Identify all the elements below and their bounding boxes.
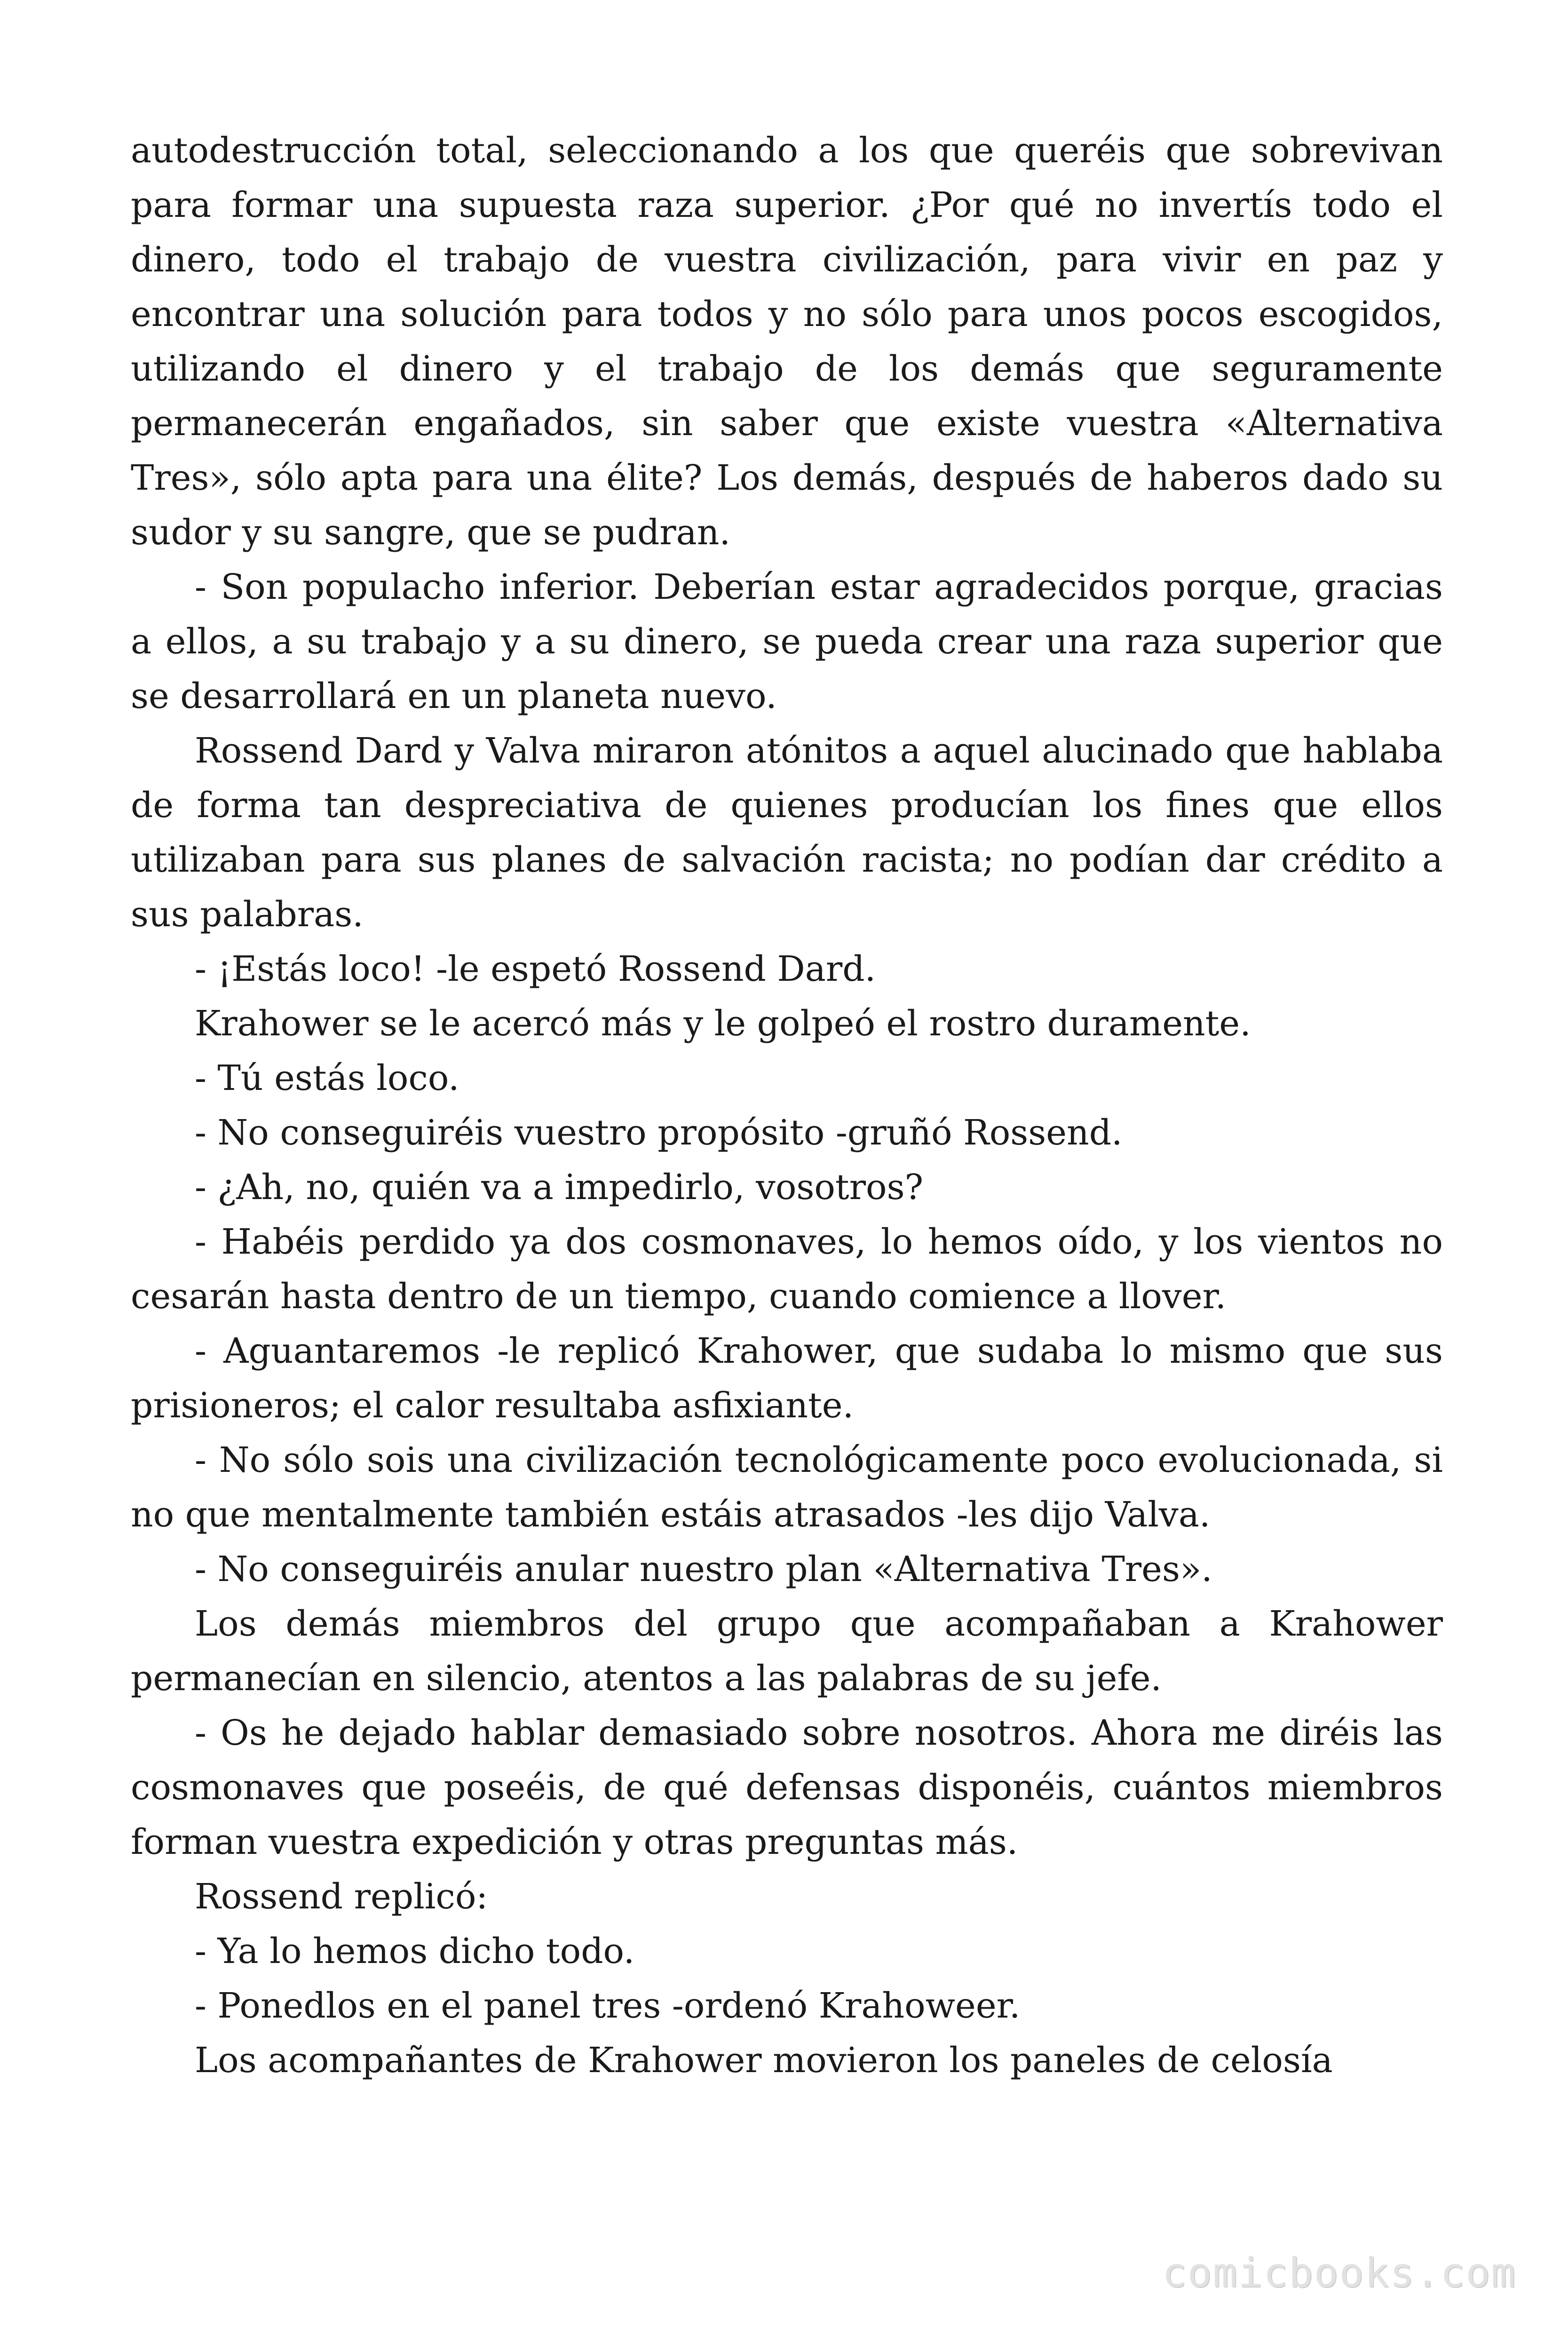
paragraph-4: - ¡Estás loco! -le espetó Rossend Dard. xyxy=(195,949,876,989)
paragraph-6: - Tú estás loco. xyxy=(195,1058,459,1098)
paragraph-8: - ¿Ah, no, quién va a impedirlo, vosotros? xyxy=(195,1167,924,1208)
paragraph-5: Krahower se le acercó más y le golpeó el rostro duramente. xyxy=(195,1003,1251,1044)
page-body xyxy=(131,123,1443,2221)
paragraph-9: - Habéis perdido ya dos cosmonaves, lo hemos oído, y los vientos no cesarán hasta dentro de un tiempo, cuando comience a llover. xyxy=(131,1222,1443,1317)
paragraph-18: Los acompañantes de Krahower movieron los paneles de celosía xyxy=(195,2040,1333,2081)
paragraph-17: - Ponedlos en el panel tres -ordenó Krahoweer. xyxy=(195,1986,1021,2026)
paragraph-16: - Ya lo hemos dicho todo. xyxy=(195,1931,635,1971)
watermark: comicbooks.com xyxy=(1162,2249,1516,2296)
paragraph-15: Rossend replicó: xyxy=(195,1876,488,1917)
paragraph-13: Los demás miembros del grupo que acompañaban a Krahower permanecían en silencio, atentos a las palabras de su jefe. xyxy=(131,1604,1443,1699)
paragraph-7: - No conseguiréis vuestro propósito -gruñó Rossend. xyxy=(195,1112,1123,1153)
paragraph-12: - No conseguiréis anular nuestro plan «Alternativa Tres». xyxy=(195,1549,1212,1589)
paragraph-1: autodestrucción total, seleccionando a los que queréis que sobrevivan para formar una supuesta raza superior. ¿Por qué no invertís todo el dinero, todo el trabajo de vuestra civilización, para vivir en paz y encontrar una solución para todos y no sólo para unos pocos escogidos, utilizando el dinero y el trabajo de los demás que seguramente permanecerán engañados, sin saber que existe vuestra «Alternativa Tres», sólo apta para una élite? Los demás, después de haberos dado su sudor y su sangre, que se pudran. xyxy=(131,130,1443,553)
paragraph-11: - No sólo sois una civilización tecnológicamente poco evolucionada, si no que mentalmente también estáis atrasados -les dijo Valva. xyxy=(131,1440,1443,1535)
paragraph-10: - Aguantaremos -le replicó Krahower, que sudaba lo mismo que sus prisioneros; el calor resultaba asfixiante. xyxy=(131,1331,1443,1426)
paragraph-3: Rossend Dard y Valva miraron atónitos a aquel alucinado que hablaba de forma tan despreciativa de quienes producían los fines que ellos utilizaban para sus planes de salvación racista; no podían dar crédito a sus palabras. xyxy=(131,731,1443,935)
paragraph-14: - Os he dejado hablar demasiado sobre nosotros. Ahora me diréis las cosmonaves que poseéis, de qué defensas disponéis, cuántos miembros forman vuestra expedición y otras preguntas más. xyxy=(131,1713,1443,1862)
paragraph-2: - Son populacho inferior. Deberían estar agradecidos porque, gracias a ellos, a su trabajo y a su dinero, se pueda crear una raza superior que se desarrollará en un planeta nuevo. xyxy=(131,567,1443,716)
